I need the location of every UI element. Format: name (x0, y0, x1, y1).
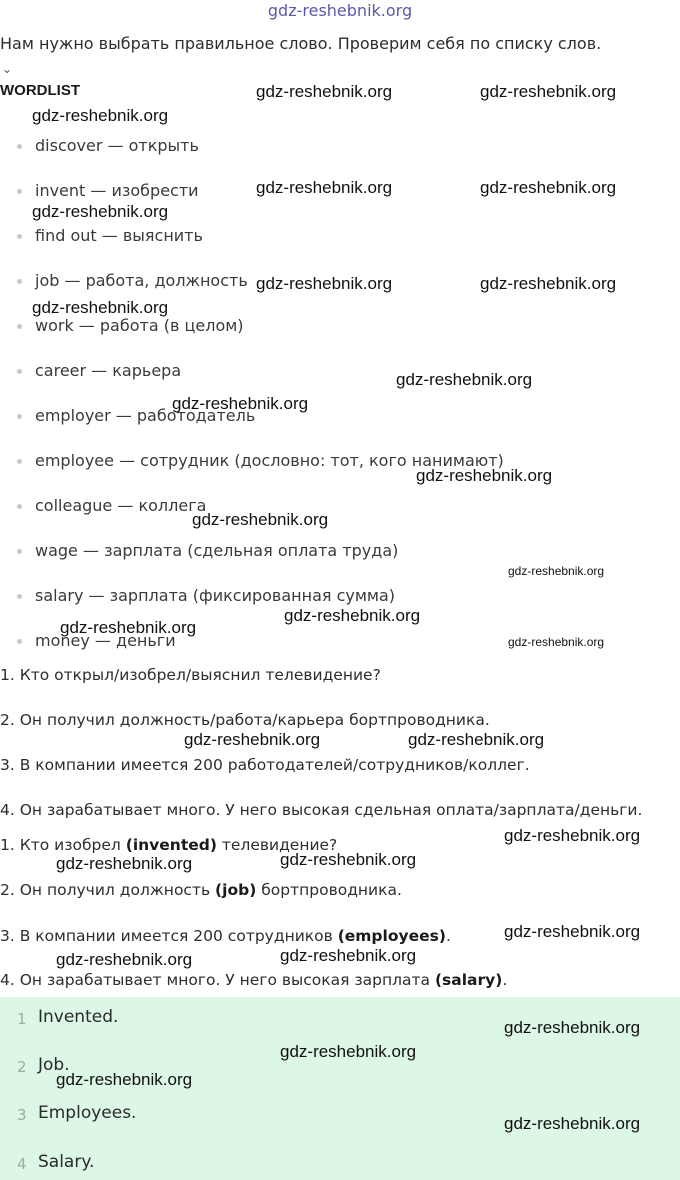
watermark: gdz-reshebnik.org (480, 178, 617, 197)
watermark: gdz-reshebnik.org (192, 510, 329, 529)
list-item: colleague — коллега (35, 496, 207, 515)
answer-number: 3 (17, 1106, 27, 1124)
watermark: gdz-reshebnik.org (32, 106, 169, 125)
bullet-icon (17, 279, 22, 284)
watermark: gdz-reshebnik.org (284, 606, 421, 625)
watermark: gdz-reshebnik.org (504, 1114, 641, 1133)
answer-text: Job. (38, 1055, 70, 1075)
answer-text: Invented. (38, 1007, 119, 1027)
watermark: gdz-reshebnik.org (56, 950, 193, 969)
list-item: money — деньги (35, 631, 176, 650)
watermark: gdz-reshebnik.org (56, 854, 193, 873)
answer-number: 2 (17, 1058, 27, 1076)
bullet-icon (17, 414, 22, 419)
watermark: gdz-reshebnik.org (508, 635, 605, 649)
answer-word: (invented) (125, 836, 217, 854)
list-item: salary — зарплата (фиксированная сумма) (35, 586, 396, 605)
list-item: employer — работодатель (35, 406, 256, 425)
watermark: gdz-reshebnik.org (504, 1018, 641, 1037)
solution-text: 3. В компании имеется 200 сотрудников (employees). (0, 927, 451, 945)
answer-number: 1 (17, 1010, 27, 1028)
list-item: employee — сотрудник (дословно: тот, кого нанимают) (35, 451, 504, 470)
solution-text: 2. Он получил должность (job) бортпроводника. (0, 881, 402, 899)
watermark: gdz-reshebnik.org (184, 730, 321, 749)
answer-text: Employees. (38, 1103, 137, 1123)
watermark: gdz-reshebnik.org (56, 1070, 193, 1089)
list-item: wage — зарплата (сдельная оплата труда) (35, 541, 399, 560)
intro-text: Нам нужно выбрать правильное слово. Проверим себя по списку слов. (0, 34, 602, 53)
list-item: discover — открыть (35, 136, 199, 155)
bullet-icon (17, 324, 22, 329)
answer-word: (employees) (337, 927, 446, 945)
watermark: gdz-reshebnik.org (396, 370, 533, 389)
watermark: gdz-reshebnik.org (408, 730, 545, 749)
solution-text: 1. Кто изобрел (invented) телевидение? (0, 836, 338, 854)
watermark: gdz-reshebnik.org (32, 298, 169, 317)
wordlist-title: WORDLIST (0, 82, 80, 99)
watermark: gdz-reshebnik.org (504, 922, 641, 941)
watermark: gdz-reshebnik.org (480, 274, 617, 293)
site-title[interactable]: gdz-reshebnik.org (267, 1, 413, 20)
bullet-icon (17, 459, 22, 464)
bullet-icon (17, 504, 22, 509)
list-item: find out — выяснить (35, 226, 203, 245)
watermark: gdz-reshebnik.org (256, 82, 393, 101)
tick-mark: ⌄ (2, 62, 13, 76)
watermark: gdz-reshebnik.org (172, 394, 309, 413)
question-text: 3. В компании имеется 200 работодателей/сотрудников/коллег. (0, 756, 530, 774)
list-item: career — карьера (35, 361, 182, 380)
bullet-icon (17, 234, 22, 239)
watermark: gdz-reshebnik.org (256, 274, 393, 293)
bullet-icon (17, 549, 22, 554)
watermark: gdz-reshebnik.org (280, 850, 417, 869)
watermark: gdz-reshebnik.org (280, 1042, 417, 1061)
bullet-icon (17, 189, 22, 194)
question-text: 1. Кто открыл/изобрел/выяснил телевидение? (0, 666, 381, 684)
question-text: 4. Он зарабатывает много. У него высокая сдельная оплата/зарплата/деньги. (0, 801, 643, 819)
watermark: gdz-reshebnik.org (508, 564, 605, 578)
bullet-icon (17, 144, 22, 149)
watermark: gdz-reshebnik.org (416, 466, 553, 485)
bullet-icon (17, 639, 22, 644)
bullet-icon (17, 594, 22, 599)
watermark: gdz-reshebnik.org (32, 202, 169, 221)
answer-text: Salary. (38, 1152, 95, 1172)
question-text: 2. Он получил должность/работа/карьера бортпроводника. (0, 711, 490, 729)
bullet-icon (17, 369, 22, 374)
answer-word: (job) (215, 881, 257, 899)
answer-number: 4 (17, 1155, 27, 1173)
watermark: gdz-reshebnik.org (280, 946, 417, 965)
watermark: gdz-reshebnik.org (504, 826, 641, 845)
watermark: gdz-reshebnik.org (256, 178, 393, 197)
answer-word: (salary) (434, 971, 503, 989)
list-item: work — работа (в целом) (35, 316, 244, 335)
solution-text: 4. Он зарабатывает много. У него высокая зарплата (salary). (0, 971, 508, 989)
watermark: gdz-reshebnik.org (480, 82, 617, 101)
list-item: job — работа, должность (35, 271, 248, 290)
watermark: gdz-reshebnik.org (60, 618, 197, 637)
list-item: invent — изобрести (35, 181, 199, 200)
